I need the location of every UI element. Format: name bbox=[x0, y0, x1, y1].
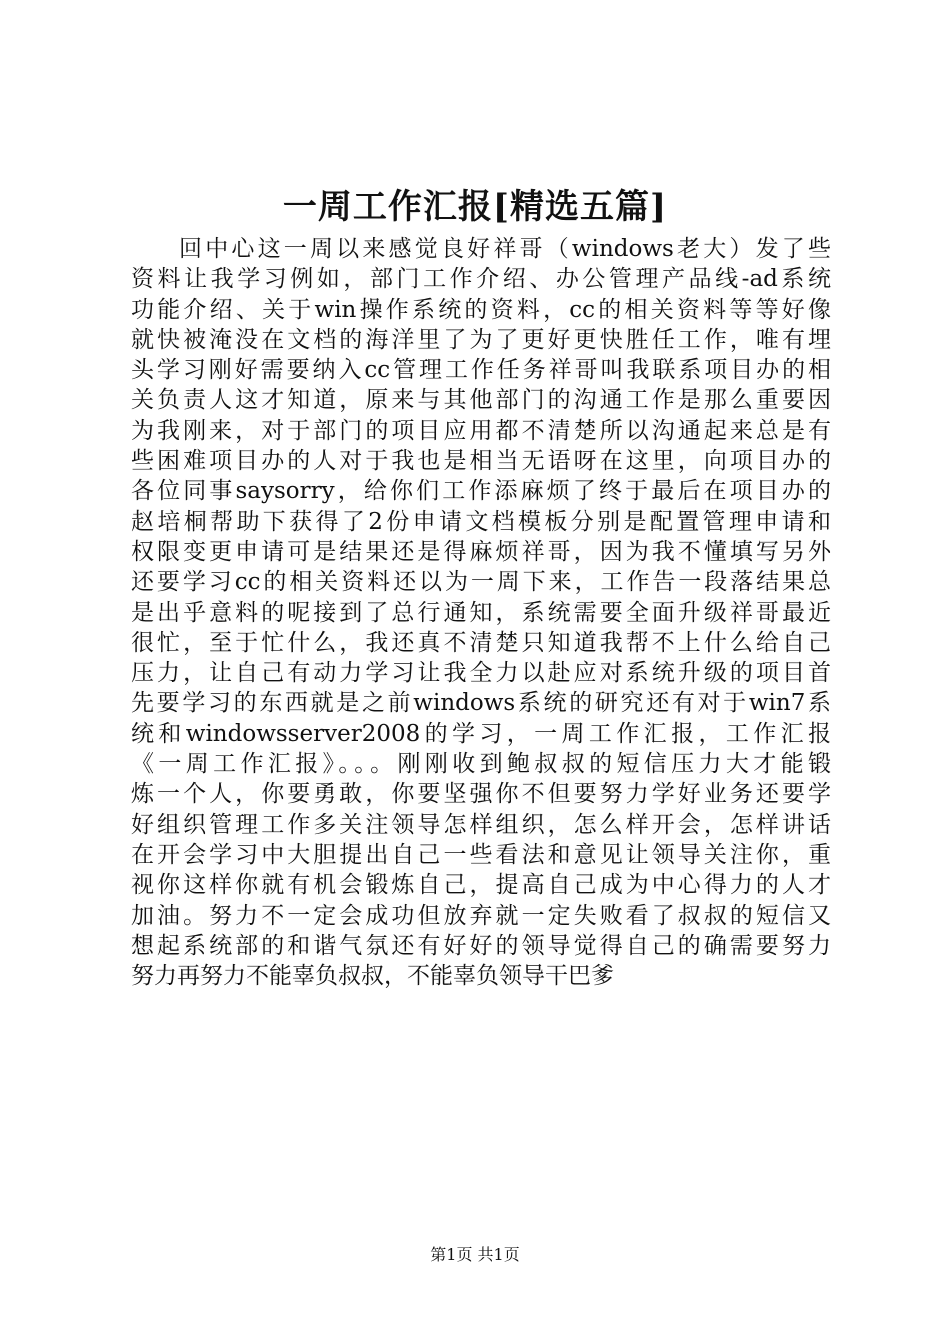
body-line: 还要学习cc的相关资料还以为一周下来，工作告一段落结果总 bbox=[131, 569, 831, 596]
document-body bbox=[131, 234, 831, 991]
body-line: 好组织管理工作多关注领导怎样组织，怎么样开会，怎样讲话 bbox=[131, 811, 831, 838]
body-line: 就快被淹没在文档的海洋里了为了更好更快胜任工作，唯有埋 bbox=[131, 326, 831, 353]
body-line: 头学习刚好需要纳入cc管理工作任务祥哥叫我联系项目办的相 bbox=[131, 357, 831, 384]
body-line: 想起系统部的和谐气氛还有好好的领导觉得自己的确需要努力 bbox=[131, 932, 831, 959]
body-line: 各位同事saysorry，给你们工作添麻烦了终于最后在项目办的 bbox=[131, 478, 831, 505]
body-line: 在开会学习中大胆提出自己一些看法和意见让领导关注你，重 bbox=[131, 841, 831, 868]
body-line: 统和windowsserver2008的学习，一周工作汇报，工作汇报 bbox=[131, 720, 831, 747]
body-line: 努力再努力不能辜负叔叔，不能辜负领导干巴爹 bbox=[131, 963, 614, 990]
body-line: 关负责人这才知道，原来与其他部门的沟通工作是那么重要因 bbox=[131, 387, 831, 414]
body-line: 功能介绍、关于win操作系统的资料，cc的相关资料等等好像 bbox=[131, 296, 831, 323]
body-line: 是出乎意料的呢接到了总行通知，系统需要全面升级祥哥最近 bbox=[131, 599, 831, 626]
body-line: 先要学习的东西就是之前windows系统的研究还有对于win7系 bbox=[131, 690, 831, 717]
body-line: 《一周工作汇报》。。。刚刚收到鲍叔叔的短信压力大才能锻 bbox=[131, 751, 831, 778]
body-line: 炼一个人，你要勇敢，你要坚强你不但要努力学好业务还要学 bbox=[131, 781, 831, 808]
body-line: 为我刚来，对于部门的项目应用都不清楚所以沟通起来总是有 bbox=[131, 417, 831, 444]
body-line: 很忙，至于忙什么，我还真不清楚只知道我帮不上什么给自己 bbox=[131, 629, 831, 656]
body-line: 赵培桐帮助下获得了2份申请文档模板分别是配置管理申请和 bbox=[131, 508, 831, 535]
page-footer: 第1页 共1页 bbox=[430, 1245, 520, 1264]
body-line: 压力，让自己有动力学习让我全力以赴应对系统升级的项目首 bbox=[131, 660, 831, 687]
body-line: 些困难项目办的人对于我也是相当无语呀在这里，向项目办的 bbox=[131, 448, 831, 475]
body-line: 视你这样你就有机会锻炼自己，提高自己成为中心得力的人才 bbox=[131, 872, 831, 899]
body-line: 资料让我学习例如，部门工作介绍、办公管理产品线-ad系统 bbox=[131, 266, 831, 293]
body-line: 回中心这一周以来感觉良好祥哥（windows老大）发了些 bbox=[179, 236, 831, 262]
body-line: 加油。努力不一定会成功但放弃就一定失败看了叔叔的短信又 bbox=[131, 902, 831, 929]
document-title: 一周工作汇报[精选五篇] bbox=[282, 187, 668, 227]
body-line: 权限变更申请可是结果还是得麻烦祥哥，因为我不懂填写另外 bbox=[131, 538, 831, 565]
